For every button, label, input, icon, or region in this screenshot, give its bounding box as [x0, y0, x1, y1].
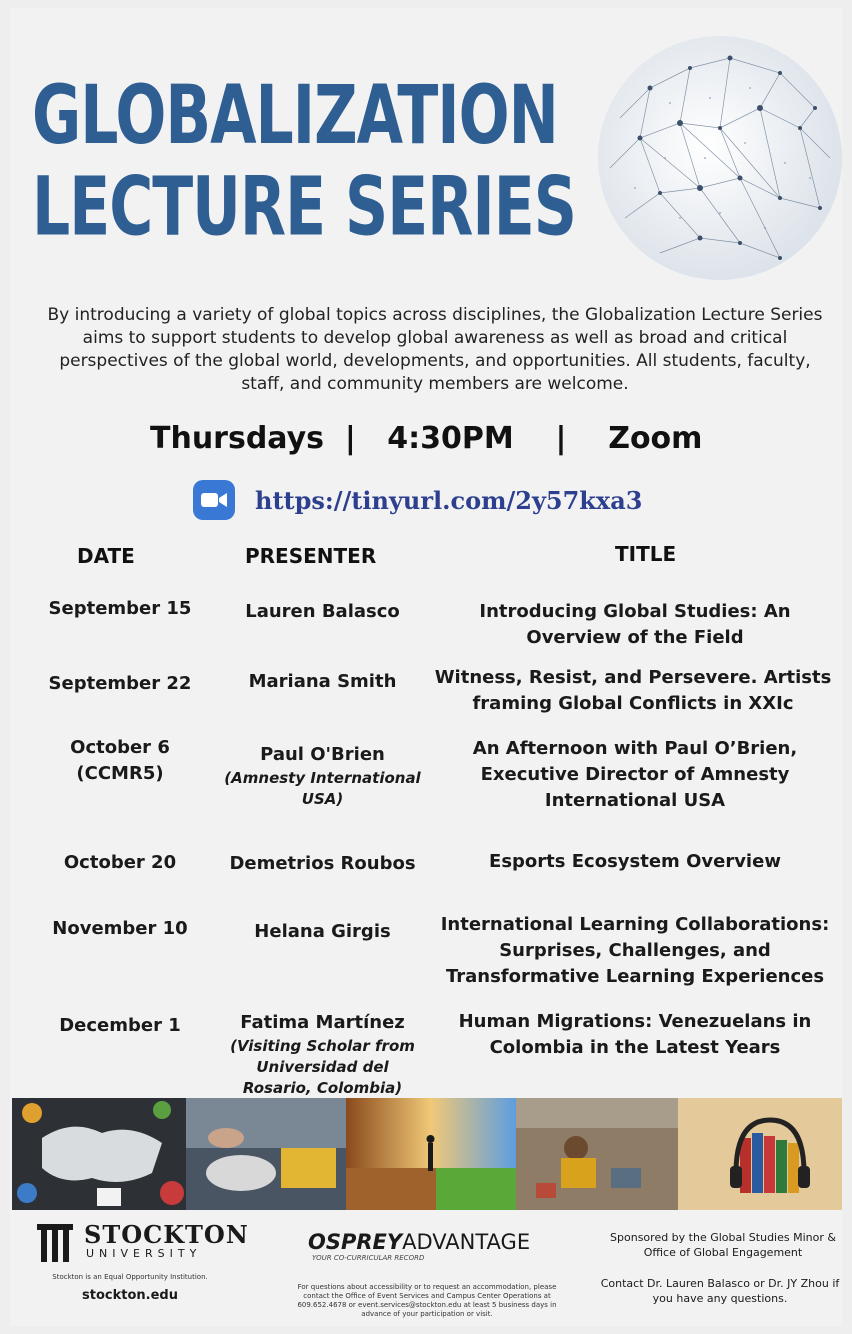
event-4-title: Esports Ecosystem Overview: [489, 851, 781, 872]
zoom-camera-icon: [193, 480, 235, 520]
event-2-date: September 22: [48, 673, 192, 694]
zoom-meeting-link[interactable]: https://tinyurl.com/2y57kxa3: [255, 485, 643, 515]
event-2-presenter: Mariana Smith: [248, 671, 397, 692]
zoom-link-row: [193, 478, 642, 522]
title-line-1: GLOBALIZATION: [32, 68, 558, 164]
event-1-presenter: Lauren Balasco: [245, 601, 400, 622]
lecture-series-poster: [10, 8, 842, 1326]
osprey-tagline: YOUR CO-CURRICULAR RECORD: [312, 1254, 425, 1262]
drought-to-green-field-photo: [346, 1098, 516, 1210]
event-3-date: October 6: [70, 737, 170, 758]
event-6-presenter-block: [220, 1010, 425, 1099]
accessibility-note: For questions about accessibility or to request an accommodation, please contact the Office of Event Services and Campus Center Operations at 609.652.4678 or event.services@stockton.edu at least 5 business days in advance of your participation or visit.: [297, 1283, 557, 1318]
world-map-teamwork-photo: [12, 1098, 186, 1210]
language-books-headphones-photo: [678, 1098, 842, 1210]
poster-title: [32, 70, 592, 254]
osprey-brand-a: OSPREY: [308, 1230, 403, 1254]
osprey-advantage-logo: [308, 1230, 530, 1254]
stockton-name: STOCKTON: [84, 1220, 249, 1249]
event-2-title: Witness, Resist, and Persevere. Artists framing Global Conflicts in XXIc: [434, 667, 832, 714]
event-6-presenter: Fatima Martínez: [240, 1012, 405, 1033]
schedule-line: Thursdays | 4:30PM | Zoom: [150, 421, 703, 456]
stockton-university-label: UNIVERSITY: [86, 1247, 202, 1260]
event-1-title: Introducing Global Studies: An Overview of the Field: [479, 601, 791, 648]
event-4-date: October 20: [63, 852, 177, 873]
event-1-date: September 15: [48, 598, 192, 619]
event-6-title: Human Migrations: Venezuelans in Colombia in the Latest Years: [458, 1011, 812, 1058]
event-3-date-note: (CCMR5): [76, 763, 164, 784]
stockton-website[interactable]: stockton.edu: [82, 1288, 178, 1303]
event-6-presenter-note: (Visiting Scholar from Universidad del Rosario, Colombia): [230, 1037, 415, 1097]
osprey-brand-b: ADVANTAGE: [402, 1230, 531, 1254]
event-3-title: An Afternoon with Paul O’Brien, Executive Director of Amnesty International USA: [472, 738, 798, 811]
event-3-presenter-note: (Amnesty International USA): [224, 769, 421, 808]
event-3-presenter: Paul O'Brien: [260, 744, 385, 765]
event-5-date: November 10: [52, 918, 188, 939]
equal-opportunity-note: Stockton is an Equal Opportunity Institution.: [52, 1273, 208, 1281]
title-line-2: LECTURE SERIES: [32, 160, 576, 255]
date-column-header: DATE: [77, 544, 135, 568]
food-aid-photo: [186, 1098, 346, 1210]
event-3-presenter-block: [220, 742, 425, 810]
event-5-title: International Learning Collaborations: Surprises, Challenges, and Transformative Learning Experiences: [440, 914, 830, 987]
network-globe-image: [580, 28, 842, 298]
event-5-presenter: Helana Girgis: [254, 921, 391, 942]
event-4-presenter: Demetrios Roubos: [229, 853, 416, 874]
title-column-header: TITLE: [615, 542, 677, 566]
presenter-column-header: PRESENTER: [245, 544, 377, 568]
sponsor-note: Sponsored by the Global Studies Minor & Office of Global Engagement: [610, 1231, 836, 1259]
event-3-date-block: [30, 735, 210, 787]
event-6-date: December 1: [59, 1015, 181, 1036]
landfill-worker-photo: [516, 1098, 678, 1210]
intro-paragraph: By introducing a variety of global topics across disciplines, the Globalization Lecture Series aims to support students to develop global awareness as well as broad and critical perspectives of the global world, developments, and opportunities. All students, faculty, staff, and community members are welcome.: [47, 305, 823, 394]
contact-note: Contact Dr. Lauren Balasco or Dr. JY Zhou if you have any questions.: [600, 1277, 840, 1305]
